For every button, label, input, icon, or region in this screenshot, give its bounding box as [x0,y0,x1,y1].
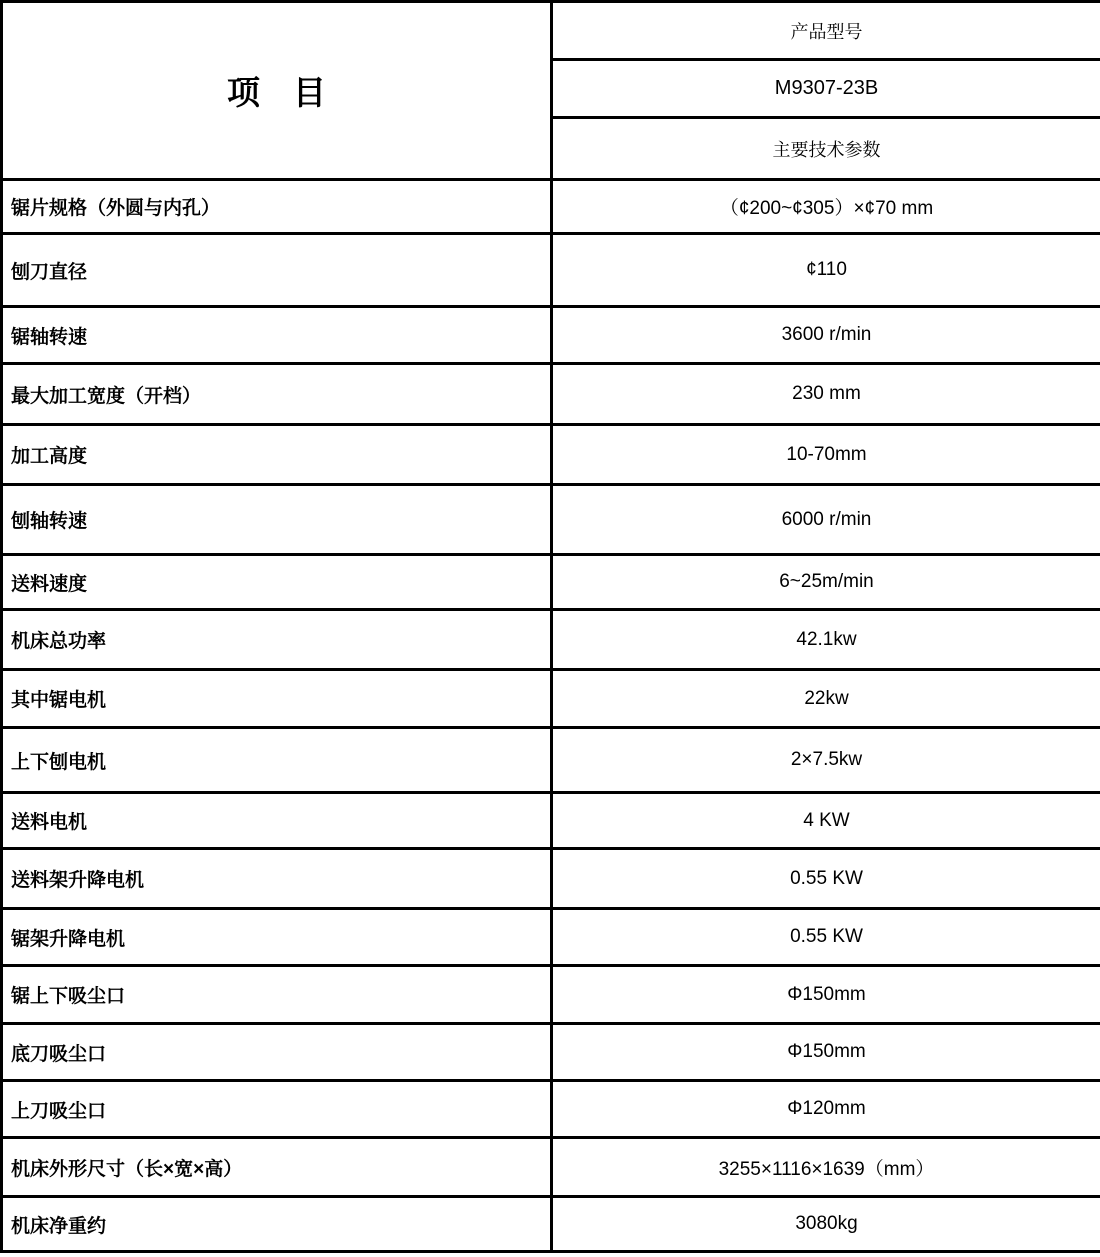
product-model-header-cell: 产品型号 [552,2,1100,60]
spec-label: 送料电机 [2,793,552,849]
spec-label: 送料速度 [2,555,552,610]
spec-label: 刨刀直径 [2,234,552,307]
table-row [2,1138,1100,1197]
table-row [2,555,1100,610]
table-row [2,485,1100,555]
table-row [2,234,1100,307]
table-row [2,364,1100,425]
spec-value: （¢200~¢305）×¢70 mm [552,180,1100,234]
table-row [2,1024,1100,1081]
spec-value: 0.55 KW [552,849,1100,909]
items-header-cell: 项 目 [2,2,552,180]
spec-value: 6000 r/min [552,485,1100,555]
spec-label: 锯轴转速 [2,307,552,364]
spec-label: 其中锯电机 [2,670,552,728]
spec-value: 3600 r/min [552,307,1100,364]
table-row [2,610,1100,670]
spec-label: 底刀吸尘口 [2,1024,552,1081]
table-row [2,849,1100,909]
spec-label: 机床净重约 [2,1197,552,1252]
spec-label: 机床总功率 [2,610,552,670]
table-row [2,793,1100,849]
table-row [2,1197,1100,1252]
table-row [2,966,1100,1024]
spec-value: 0.55 KW [552,909,1100,966]
table-row [2,670,1100,728]
spec-value: 2×7.5kw [552,728,1100,793]
table-row [2,909,1100,966]
table-row [2,425,1100,485]
spec-value: Φ120mm [552,1081,1100,1138]
params-header-cell: 主要技术参数 [552,118,1100,180]
spec-value: 42.1kw [552,610,1100,670]
spec-label: 最大加工宽度（开档） [2,364,552,425]
spec-label: 上刀吸尘口 [2,1081,552,1138]
spec-value: 10-70mm [552,425,1100,485]
spec-value: 4 KW [552,793,1100,849]
spec-value: ¢110 [552,234,1100,307]
spec-label: 锯片规格（外圆与内孔） [2,180,552,234]
spec-label: 锯架升降电机 [2,909,552,966]
spec-label: 送料架升降电机 [2,849,552,909]
spec-label: 上下刨电机 [2,728,552,793]
model-value-cell: M9307-23B [552,60,1100,118]
spec-label: 刨轴转速 [2,485,552,555]
table-row [2,307,1100,364]
spec-value: Φ150mm [552,1024,1100,1081]
table-row [2,728,1100,793]
spec-label: 机床外形尺寸（长×宽×高） [2,1138,552,1197]
header-row-1 [2,2,1100,60]
spec-label: 加工高度 [2,425,552,485]
table-row [2,180,1100,234]
spec-value: 6~25m/min [552,555,1100,610]
spec-value: 230 mm [552,364,1100,425]
table-row [2,1081,1100,1138]
spec-value: 3255×1116×1639（mm） [552,1138,1100,1197]
spec-value: 3080kg [552,1197,1100,1252]
spec-label: 锯上下吸尘口 [2,966,552,1024]
spec-value: Φ150mm [552,966,1100,1024]
spec-value: 22kw [552,670,1100,728]
